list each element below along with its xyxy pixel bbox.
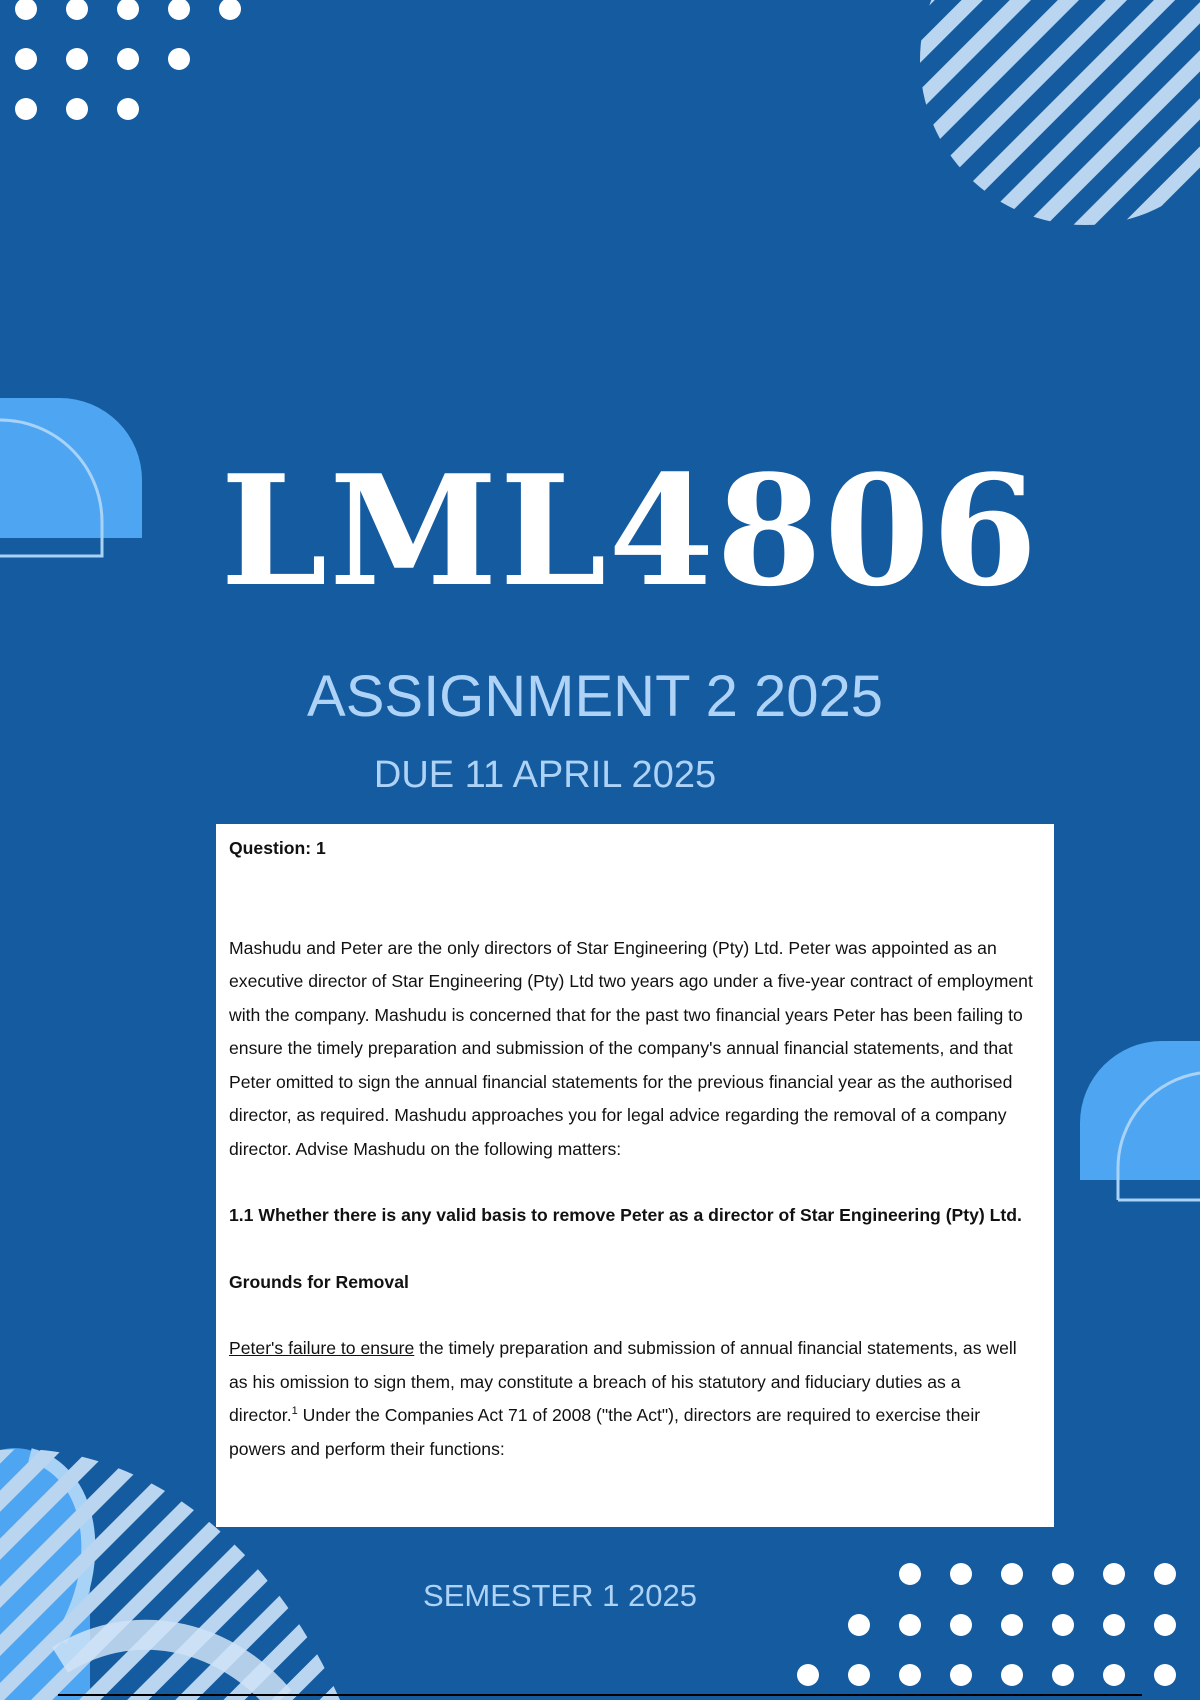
footnote-marker: 1 <box>291 1405 298 1418</box>
dot-grid-icon <box>15 0 241 120</box>
page-divider <box>58 1694 1142 1696</box>
sub-question: 1.1 Whether there is any valid basis to remove Peter as a director of Star Engineering (Pty) Ltd. <box>229 1205 1022 1225</box>
body-text: Under the Companies Act 71 of 2008 ("the Act"), directors are required to exercise their powers and perform their functions: <box>229 1405 981 1459</box>
question-label: Question: 1 <box>229 838 326 858</box>
document-excerpt <box>216 824 1054 1527</box>
assignment-heading: ASSIGNMENT 2 2025 <box>307 664 883 729</box>
underlined-phrase: Peter's failure to ensure <box>229 1338 415 1358</box>
question-intro: Mashudu and Peter are the only directors of Star Engineering (Pty) Ltd. Peter was appointed as an executive director of Star Engineering (Pty) Ltd two years ago under a five-year contract of employment with the company. Mashudu is concerned that for the past two financial years Peter has been failing to ensure the timely preparation and submission of the company's annual financial statements, and that Peter omitted to sign the annual financial statements for the previous financial year as the authorised director, as required. Mashudu approaches you for legal advice regarding the removal of a company director. Advise Mashudu on the following matters: <box>229 937 1033 1159</box>
body-paragraph <box>229 1332 1034 1466</box>
semester-label: SEMESTER 1 2025 <box>423 1578 697 1613</box>
striped-circle-icon <box>800 0 1200 280</box>
course-code-title: LML4806 <box>220 441 1040 620</box>
body-text: the timely preparation and submission of annual financial statements, as well as his omission to sign them, may constitute a breach of his statutory and fiduciary duties as a director. <box>229 1338 1017 1425</box>
quarter-circle-icon <box>1080 1041 1200 1200</box>
due-date: DUE 11 APRIL 2025 <box>373 754 717 796</box>
grounds-heading: Grounds for Removal <box>229 1271 409 1292</box>
